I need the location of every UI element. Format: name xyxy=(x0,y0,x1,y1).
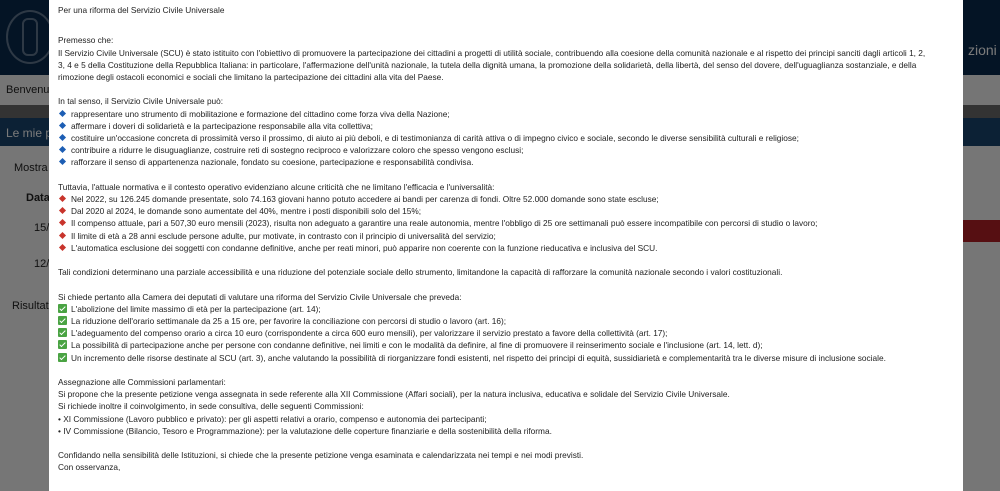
diamond-bullet-icon xyxy=(59,219,66,226)
list-item: L'automatica esclusione dei soggetti con condanne definitive, anche per reati minori, può apparire non coerente con la funzione rieducativa e inclusiva del SCU. xyxy=(58,242,954,254)
list-item: L'abolizione del limite massimo di età per la partecipazione (art. 14); xyxy=(58,303,954,315)
checkmark-icon xyxy=(58,353,67,362)
diamond-bullet-icon xyxy=(59,195,66,202)
critical-heading: Tuttavia, l'attuale normativa e il contesto operativo evidenziano alcune criticità che ne limitano l'efficacia e l'universalità: xyxy=(58,181,495,192)
diamond-bullet-icon xyxy=(59,110,66,117)
diamond-bullet-icon xyxy=(59,122,66,129)
scu-list xyxy=(58,108,954,169)
assign-line: Si richiede inoltre il coinvolgimento, in sede consultiva, delle seguenti Commissioni: xyxy=(58,401,364,412)
list-item: Il compenso attuale, pari a 507,30 euro mensili (2023), risulta non adeguato a garantire una reale autonomia, mentre l'obbligo di 25 ore settimanali può essere incompatibile con percorsi di studio o lavoro; xyxy=(58,217,954,229)
premise-line: Il Servizio Civile Universale (SCU) è stato istituito con l'obiettivo di promuovere la partecipazione dei cittadini a progetti di utilità sociale, contribuendo alla coesione della comunità nazionale e al rispetto dei principi sanciti dagli articoli 1, 2, xyxy=(58,47,926,58)
list-item: Il limite di età a 28 anni esclude persone adulte, pur motivate, in contrasto con il principio di universalità del servizio; xyxy=(58,230,954,242)
diamond-bullet-icon xyxy=(59,146,66,153)
list-item: affermare i doveri di solidarietà e la partecipazione responsabile alla vita collettiva; xyxy=(58,120,954,132)
list-item: La riduzione dell'orario settimanale da 25 a 15 ore, per favorire la conciliazione con percorsi di studio o lavoro (art. 16); xyxy=(58,315,954,327)
premise-line: 3, 4 e 5 della Costituzione della Repubblica Italiana: in particolare, l'affermazione dell'unità nazionale, la tutela della dignità umana, la promozione della solidarietà, della libertà, del senso del dovere, dell'uguaglianza sostanziale, e della xyxy=(58,59,917,70)
closing-line: Confidando nella sensibilità delle Istituzioni, si chiede che la presente petizione venga esaminata e calendarizzata nei tempi e nei modi previsti. xyxy=(58,450,584,461)
assign-line: • XI Commissione (Lavoro pubblico e privato): per gli aspetti relativi a orario, compenso e autonomia dei partecipanti; xyxy=(58,413,487,424)
petition-title: Per una riforma del Servizio Civile Universale xyxy=(58,5,225,15)
assign-heading: Assegnazione alle Commissioni parlamentari: xyxy=(58,377,226,387)
closing-line: Con osservanza, xyxy=(58,462,121,473)
request-list xyxy=(58,303,954,364)
list-item: rappresentare uno strumento di mobilitazione e formazione del cittadino come forza viva della Nazione; xyxy=(58,108,954,120)
checkmark-icon xyxy=(58,304,67,313)
assign-line: • IV Commissione (Bilancio, Tesoro e Programmazione): per la valutazione delle coperture finanziarie e della sostenibilità della riforma. xyxy=(58,425,552,436)
conditions-text: Tali condizioni determinano una parziale accessibilità e una riduzione del potenziale sociale dello strumento, limitandone la capacità di rafforzare la comunità nazionale secondo i valori costituzionali. xyxy=(58,267,783,278)
list-item: Dal 2020 al 2024, le domande sono aumentate del 40%, mentre i posti disponibili solo del 15%; xyxy=(58,205,954,217)
critical-list xyxy=(58,193,954,254)
diamond-bullet-icon xyxy=(59,232,66,239)
list-item: costituire un'occasione concreta di prossimità verso il prossimo, di aiuto ai più deboli, e di testimonianza di carità attiva o di impegno civico e sociale, secondo le diverse sensibilità culturali e religiose; xyxy=(58,132,954,144)
assign-line: Si propone che la presente petizione venga assegnata in sede referente alla XII Commissione (Affari sociali), per la natura inclusiva, educativa e solidale del Servizio Civile Universale. xyxy=(58,389,730,400)
scu-heading: In tal senso, il Servizio Civile Universale può: xyxy=(58,96,224,107)
diamond-bullet-icon xyxy=(59,244,66,251)
premise-heading: Premesso che: xyxy=(58,35,114,46)
list-item: Nel 2022, su 126.245 domande presentate, solo 74.163 giovani hanno potuto accedere ai bandi per carenza di fondi. Oltre 52.000 domande sono state escluse; xyxy=(58,193,954,205)
list-item: rafforzare il senso di appartenenza nazionale, fondato su coesione, partecipazione e responsabilità condivisa. xyxy=(58,156,954,168)
checkmark-icon xyxy=(58,316,67,325)
diamond-bullet-icon xyxy=(59,207,66,214)
list-item: L'adeguamento del compenso orario a circa 10 euro (corrispondente a circa 600 euro mensili), per valorizzare il servizio prestato a favore della collettività (art. 17); xyxy=(58,327,954,339)
checkmark-icon xyxy=(58,328,67,337)
list-item: Un incremento delle risorse destinate al SCU (art. 3), anche valutando la possibilità di riorganizzare fondi esistenti, nel rispetto dei principi di equità, sussidiarietà e complementarità tra le diverse misure di inclusione sociale. xyxy=(58,352,954,364)
request-heading: Si chiede pertanto alla Camera dei deputati di valutare una riforma del Servizio Civile Universale che preveda: xyxy=(58,291,462,302)
diamond-bullet-icon xyxy=(59,158,66,165)
checkmark-icon xyxy=(58,340,67,349)
list-item: La possibilità di partecipazione anche per persone con condanne definitive, nei limiti e con le modalità da definire, al fine di promuovere il reinserimento sociale e l'inclusione (art. 14, lett. d); xyxy=(58,339,954,351)
list-item: contribuire a ridurre le disuguaglianze, costruire reti di sostegno reciproco e valorizzare coloro che spesso vengono esclusi; xyxy=(58,144,954,156)
petition-modal xyxy=(49,0,963,491)
diamond-bullet-icon xyxy=(59,134,66,141)
premise-line: rimozione degli ostacoli economici e sociali che limitano la partecipazione dei cittadini alla vita del Paese. xyxy=(58,72,444,82)
